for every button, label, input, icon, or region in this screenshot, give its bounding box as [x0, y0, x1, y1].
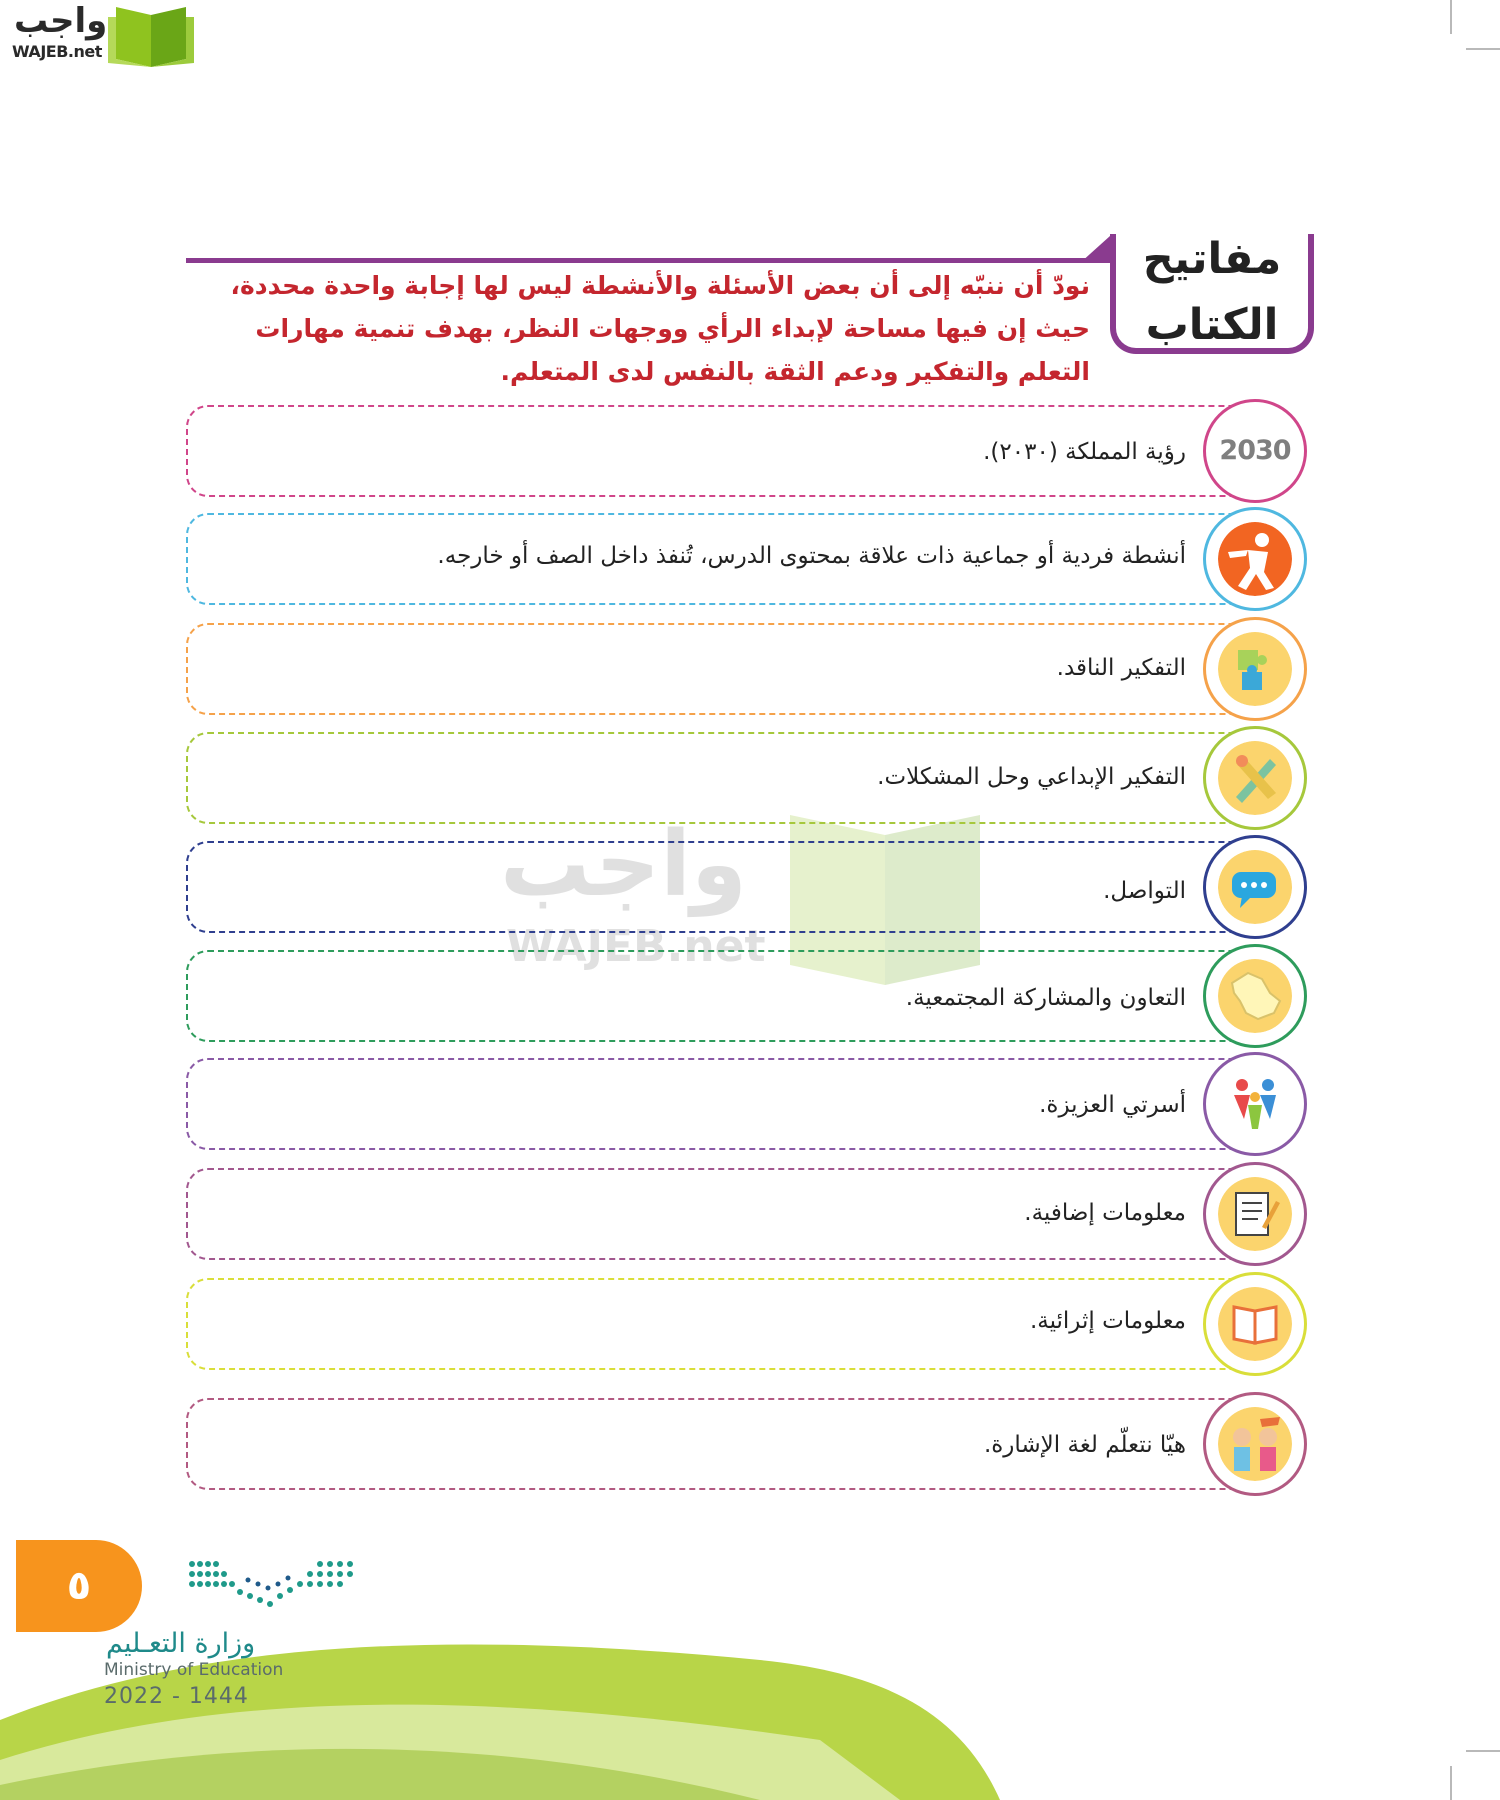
notes-icon [1218, 1177, 1292, 1251]
saudi-map-icon [1218, 959, 1292, 1033]
sign-language-icon [1218, 1407, 1292, 1481]
chat-bubble-icon [1218, 850, 1292, 924]
key-row-text: هيّا نتعلّم لغة الإشارة. [983, 1432, 1186, 1458]
book-logo-icon [106, 5, 196, 67]
intro-paragraph: نودّ أن ننبّه إلى أن بعض الأسئلة والأنشطة ليس لها إجابة واحدة محددة، حيث إن فيها مساحة لإبداء الرأي ووجهات النظر، بهدف تنمية مهارات التعلم والتفكير ودعم الثقة بالنفس لدى المتعلم. [230, 271, 1090, 386]
book-icon [1218, 1287, 1292, 1361]
page-number: ٥ [16, 1540, 142, 1632]
section-title-line2: الكتاب [1145, 300, 1279, 350]
activity-icon [1218, 522, 1292, 596]
section-title-line1: مفاتيح [1142, 234, 1282, 284]
key-row-text: التفكير الإبداعي وحل المشكلات. [877, 764, 1186, 790]
key-row [186, 841, 1252, 933]
edition-year: 2022 - 1444 [104, 1684, 249, 1709]
key-icon-badge [1203, 835, 1307, 939]
header-rule [186, 258, 1106, 263]
key-row-text: أسرتي العزيزة. [1039, 1092, 1186, 1118]
key-row-text: معلومات إضافية. [1024, 1200, 1186, 1226]
key-icon-badge [1203, 1272, 1307, 1376]
key-icon-badge [1203, 944, 1307, 1048]
watermark-latin: WAJEB.net [506, 921, 766, 972]
ministry-logo-icon [188, 1556, 358, 1612]
puzzle-icon [1218, 632, 1292, 706]
key-icon-badge [1203, 1052, 1307, 1156]
ministry-name-english: Ministry of Education [104, 1660, 284, 1680]
logo-latin-text: WAJEB.net [12, 42, 102, 61]
vision-2030-icon: 2030 [1219, 435, 1291, 466]
key-icon-badge [1203, 399, 1307, 503]
key-icon-badge [1203, 726, 1307, 830]
crop-mark [1466, 1750, 1500, 1752]
crop-mark [1450, 0, 1452, 34]
crop-mark [1466, 48, 1500, 50]
key-icon-badge [1203, 617, 1307, 721]
key-row-text: التفكير الناقد. [1056, 655, 1186, 681]
key-icon-badge [1203, 507, 1307, 611]
family-icon [1218, 1067, 1292, 1141]
crop-mark [1450, 1766, 1452, 1800]
ministry-name-arabic: وزارة التعـليم [106, 1628, 256, 1659]
key-row-text: التعاون والمشاركة المجتمعية. [905, 985, 1186, 1011]
key-row-text: أنشطة فردية أو جماعية ذات علاقة بمحتوى الدرس، تُنفذ داخل الصف أو خارجه. [437, 543, 1186, 569]
wajeb-logo[interactable] [8, 1, 198, 67]
key-icon-badge [1203, 1162, 1307, 1266]
tools-icon [1218, 741, 1292, 815]
header-corner [1080, 236, 1110, 263]
key-row-text: التواصل. [1103, 878, 1186, 904]
key-row-text: معلومات إثرائية. [1029, 1308, 1186, 1334]
key-icon-badge [1203, 1392, 1307, 1496]
key-row-text: رؤية المملكة (٢٠٣٠). [983, 439, 1186, 465]
watermark-arabic: واجب [500, 812, 747, 917]
logo-arabic-text: واجب [14, 1, 108, 41]
